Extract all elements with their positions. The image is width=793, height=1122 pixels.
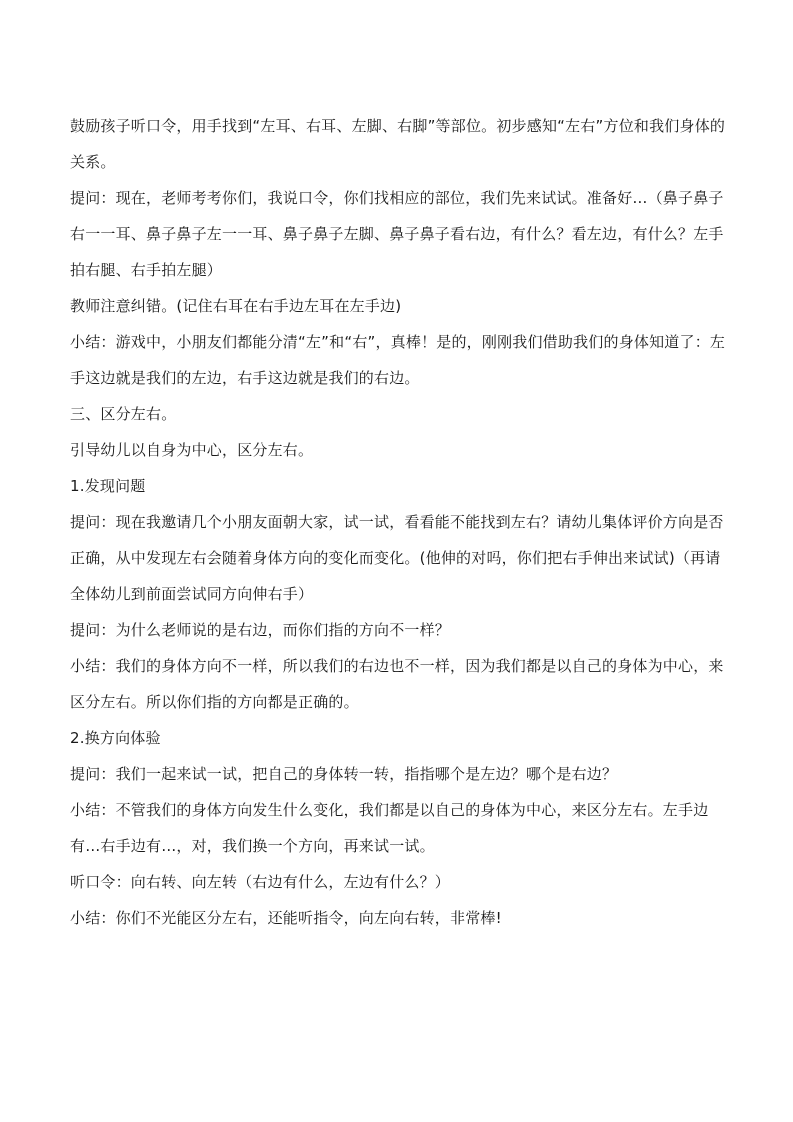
paragraph-question-invite: 提问：现在我邀请几个小朋友面朝大家，试一试，看看能不能找到左右？请幼儿集体评价方向是否正确，从中发现左右会随着身体方向的变化而变化。(他伸的对吗，你们把右手伸出来试试)（再请全体幼儿到前面尝试同方向伸右手） — [70, 513, 724, 603]
paragraph-summary-turn: 小结：不管我们的身体方向发生什么变化，我们都是以自己的身体为中心，来区分左右。左手边有…右手边有…，对，我们换一个方向，再来试一试。 — [70, 801, 709, 855]
paragraph-final-summary: 小结：你们不光能区分左右，还能听指令，向左向右转，非常棒! — [70, 909, 502, 927]
document-body — [70, 108, 726, 936]
paragraph-question-turn: 提问：我们一起来试一试，把自己的身体转一转，指指哪个是左边？哪个是右边？ — [70, 765, 618, 783]
paragraph-question-why: 提问：为什么老师说的是右边，而你们指的方向不一样？ — [70, 621, 451, 639]
paragraph-listen-command: 听口令：向右转、向左转（右边有什么，左边有什么？） — [70, 873, 451, 891]
subheading-change-direction: 2.换方向体验 — [70, 729, 161, 747]
paragraph-intro-instruction: 鼓励孩子听口令，用手找到“左耳、右耳、左脚、右脚”等部位。初步感知“左右”方位和我们身体的关系。 — [70, 117, 726, 171]
paragraph-summary-game: 小结：游戏中，小朋友们都能分清“左”和“右”，真棒！是的，刚刚我们借助我们的身体知道了：左手这边就是我们的左边，右手这边就是我们的右边。 — [70, 333, 726, 387]
subheading-find-problem: 1.发现问题 — [70, 477, 146, 495]
paragraph-teacher-correction: 教师注意纠错。(记住右耳在右手边左耳在左手边) — [70, 297, 402, 315]
paragraph-summary-direction: 小结：我们的身体方向不一样，所以我们的右边也不一样，因为我们都是以自己的身体为中心，来区分左右。所以你们指的方向都是正确的。 — [70, 657, 724, 711]
paragraph-question-game: 提问：现在，老师考考你们，我说口令，你们找相应的部位，我们先来试试。准备好…（鼻子鼻子右一一耳、鼻子鼻子左一一耳、鼻子鼻子左脚、鼻子鼻子看右边，有什么？看左边，有什么？左手拍右腿、右手拍左腿） — [70, 189, 724, 279]
paragraph-guide: 引导幼儿以自身为中心，区分左右。 — [70, 441, 314, 459]
section-heading-distinguish: 三、区分左右。 — [70, 405, 177, 423]
